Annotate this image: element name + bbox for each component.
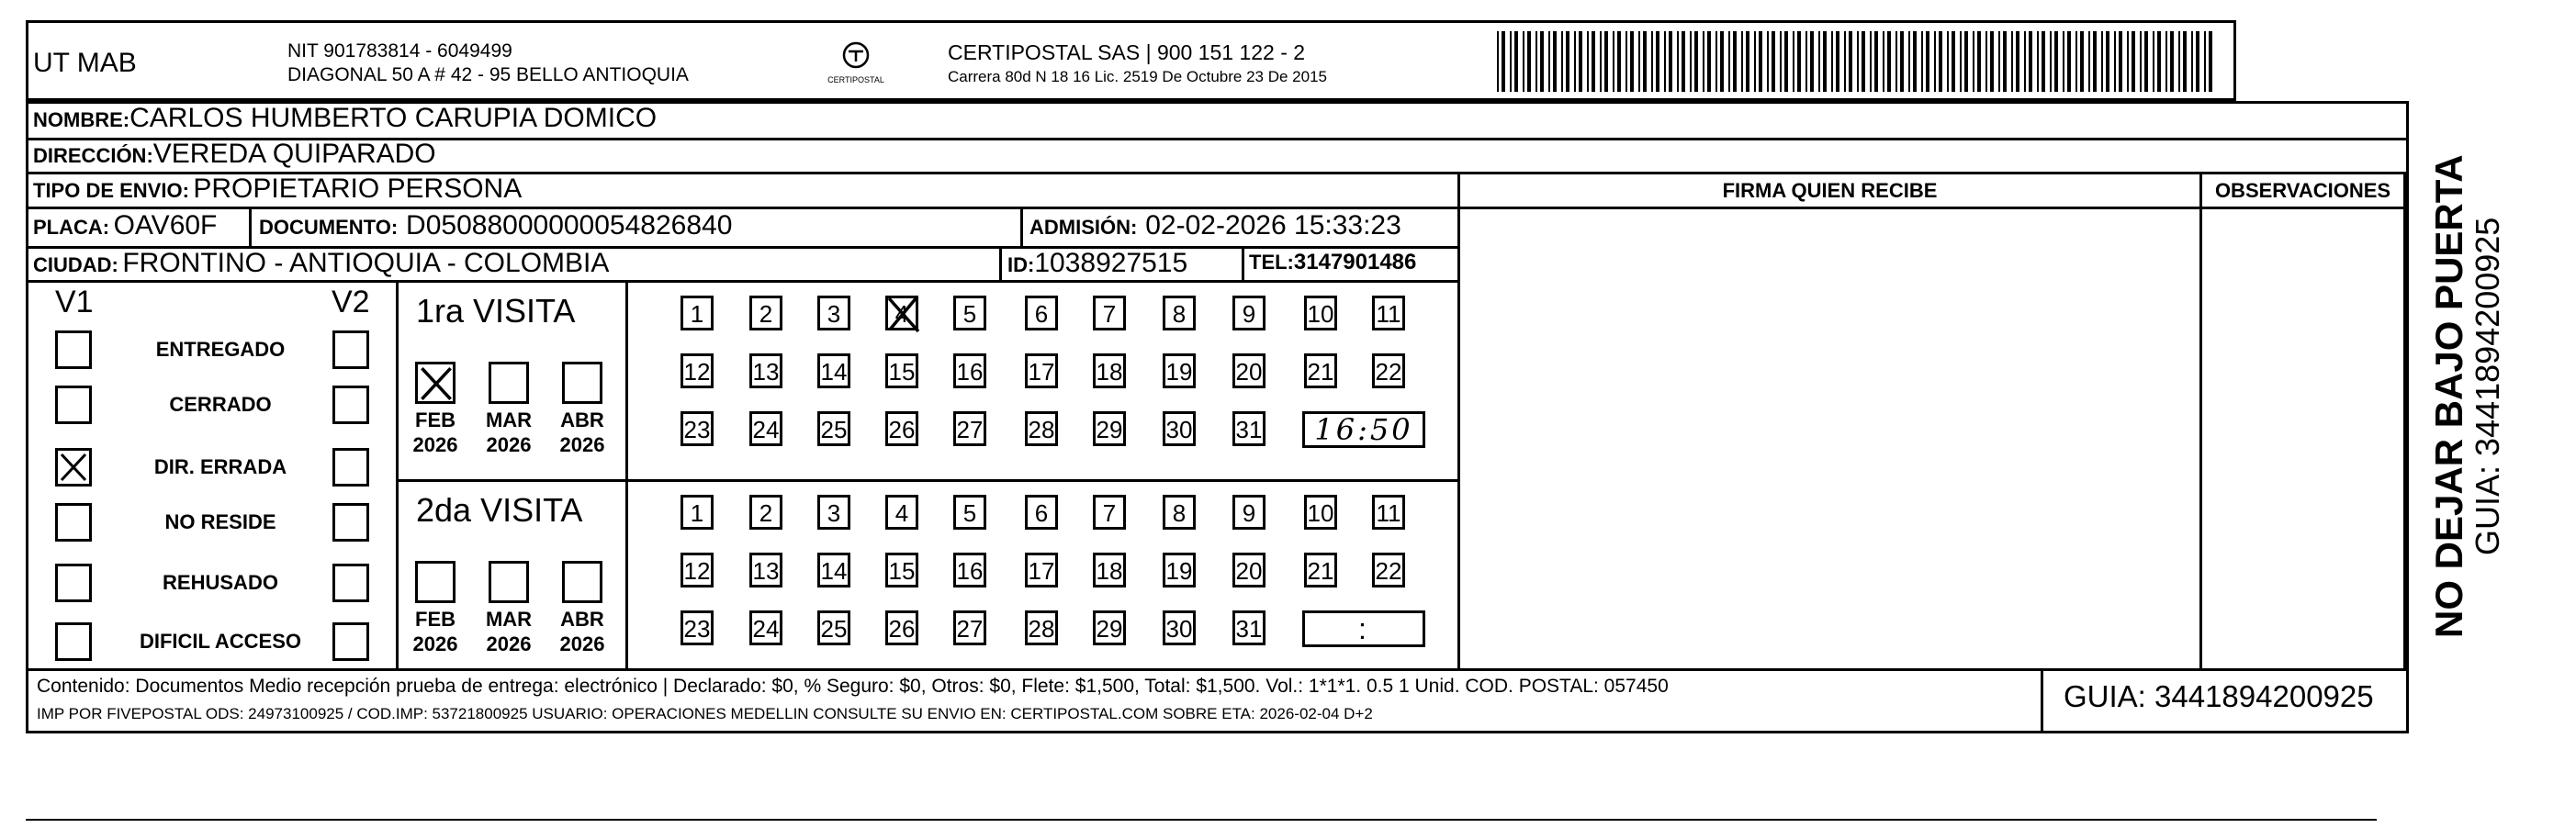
- admission-row: [1029, 210, 1401, 241]
- day-box[interactable]: 18: [1093, 353, 1126, 388]
- day-box[interactable]: 11: [1372, 296, 1405, 330]
- month-year: 2026: [486, 433, 532, 456]
- type-label: TIPO DE ENVIO:: [33, 179, 189, 202]
- v2-checkbox[interactable]: [332, 622, 369, 661]
- carrier-license: Carrera 80d N 18 16 Lic. 2519 De Octubre 23 De 2015: [948, 68, 1327, 85]
- side-guia: GUIA: 3441894200925: [2469, 217, 2506, 555]
- day-box[interactable]: 12: [681, 553, 714, 587]
- plate-row: [33, 210, 217, 241]
- v2-checkbox[interactable]: [332, 564, 369, 602]
- v1-checkbox[interactable]: [55, 564, 92, 602]
- day-box[interactable]: 26: [885, 610, 918, 645]
- day-box[interactable]: 2: [749, 296, 782, 330]
- status-option-label: NO RESIDE: [164, 510, 276, 533]
- type-value: PROPIETARIO PERSONA: [193, 173, 523, 204]
- plate-value: OAV60F: [113, 210, 218, 241]
- day-box[interactable]: 19: [1163, 353, 1196, 388]
- month-label: [477, 408, 541, 457]
- city-value: FRONTINO - ANTIOQUIA - COLOMBIA: [122, 248, 610, 278]
- day-box[interactable]: 7: [1093, 495, 1126, 530]
- id-row: [1007, 248, 1187, 279]
- address-label: DIRECCIÓN:: [33, 144, 153, 167]
- day-box[interactable]: 28: [1025, 411, 1058, 446]
- status-option-label: ENTREGADO: [155, 338, 286, 361]
- month-checkbox[interactable]: [562, 362, 602, 404]
- month-year: 2026: [559, 632, 605, 655]
- company-name: UT MAB: [33, 48, 137, 78]
- day-box[interactable]: 5: [953, 296, 986, 330]
- day-box[interactable]: 6: [1025, 495, 1058, 530]
- carrier-name: CERTIPOSTAL SAS | 900 151 122 - 2: [948, 40, 1306, 64]
- day-box[interactable]: 3: [817, 296, 850, 330]
- side-notice: NO DEJAR BAJO PUERTA: [2427, 154, 2470, 638]
- visit-title: 1ra VISITA: [416, 292, 576, 330]
- month-year: 2026: [486, 632, 532, 655]
- document-row: [259, 210, 732, 241]
- day-box[interactable]: 18: [1093, 553, 1126, 587]
- day-box[interactable]: 27: [953, 610, 986, 645]
- day-box[interactable]: 31: [1232, 411, 1266, 446]
- logo-text: CERTIPOSTAL: [827, 75, 884, 84]
- status-option-label: REHUSADO: [163, 571, 278, 594]
- tel-value: 3147901486: [1293, 250, 1417, 274]
- city-label: CIUDAD:: [33, 253, 118, 276]
- day-box[interactable]: 17: [1025, 553, 1058, 587]
- v1-checkbox[interactable]: [55, 448, 92, 487]
- day-box[interactable]: 24: [749, 411, 782, 446]
- day-box[interactable]: 21: [1304, 353, 1337, 388]
- month-checkbox[interactable]: [489, 362, 529, 404]
- v1-checkbox[interactable]: [55, 622, 92, 661]
- city-row: [33, 248, 609, 279]
- footer-guia: GUIA: 3441894200925: [2064, 679, 2374, 713]
- document-value: D05088000000054826840: [406, 210, 733, 241]
- day-box[interactable]: 24: [749, 610, 782, 645]
- admission-value: 02-02-2026 15:33:23: [1145, 210, 1401, 241]
- day-box[interactable]: 29: [1093, 411, 1126, 446]
- plate-label: PLACA:: [33, 216, 110, 239]
- day-box[interactable]: 25: [817, 411, 850, 446]
- day-box[interactable]: 16: [953, 553, 986, 587]
- certipostal-logo: [827, 39, 884, 88]
- day-box[interactable]: 13: [749, 353, 782, 388]
- month-label: [403, 408, 467, 457]
- day-box[interactable]: 31: [1232, 610, 1266, 645]
- day-box[interactable]: 25: [817, 610, 850, 645]
- day-box[interactable]: 21: [1304, 553, 1337, 587]
- name-value: CARLOS HUMBERTO CARUPIA DOMICO: [129, 103, 658, 133]
- day-box[interactable]: 30: [1163, 411, 1196, 446]
- month-checkbox[interactable]: [489, 561, 529, 603]
- status-option-label: DIR. ERRADA: [153, 455, 287, 478]
- day-box[interactable]: 28: [1025, 610, 1058, 645]
- barcode: [1497, 31, 2222, 92]
- name-row: [33, 103, 657, 134]
- month-label: [550, 607, 614, 656]
- type-row: [33, 173, 522, 205]
- month-year: 2026: [412, 433, 458, 456]
- day-box[interactable]: 14: [817, 553, 850, 587]
- v2-checkbox[interactable]: [332, 448, 369, 487]
- month-label: [403, 607, 467, 656]
- v2-checkbox[interactable]: [332, 503, 369, 542]
- bottom-rule: [26, 819, 2377, 821]
- day-box[interactable]: 6: [1025, 296, 1058, 330]
- day-box[interactable]: 29: [1093, 610, 1126, 645]
- v1-checkbox[interactable]: [55, 330, 92, 369]
- day-box[interactable]: 3: [817, 495, 850, 530]
- month-year: 2026: [412, 632, 458, 655]
- day-box[interactable]: 7: [1093, 296, 1126, 330]
- address-value: VEREDA QUIPARADO: [152, 139, 436, 169]
- month-name: FEB: [415, 608, 456, 631]
- firma-label: FIRMA QUIEN RECIBE: [1722, 179, 1938, 202]
- month-checkbox[interactable]: [415, 362, 456, 404]
- day-box[interactable]: 11: [1372, 495, 1405, 530]
- day-box[interactable]: 23: [681, 411, 714, 446]
- visit-title: 2da VISITA: [416, 491, 583, 529]
- month-label: [477, 607, 541, 656]
- month-name: ABR: [560, 608, 604, 631]
- day-number: 4: [894, 300, 909, 328]
- v2-checkbox[interactable]: [332, 330, 369, 369]
- day-box[interactable]: 10: [1304, 495, 1337, 530]
- day-box[interactable]: 14: [817, 353, 850, 388]
- day-box[interactable]: 16: [953, 353, 986, 388]
- day-box[interactable]: 8: [1163, 495, 1196, 530]
- admission-label: ADMISIÓN:: [1029, 216, 1138, 239]
- day-box[interactable]: 8: [1163, 296, 1196, 330]
- day-box[interactable]: 30: [1163, 610, 1196, 645]
- day-box[interactable]: 9: [1232, 495, 1266, 530]
- footer-print-line: IMP POR FIVEPOSTAL ODS: 24973100925 / COD.IMP: 53721800925 USUARIO: OPERACIONES MEDELLIN CONSULTE SU ENVIO EN: CERTIPOSTAL.COM SOBRE ETA: 2026-02-04 D+2: [37, 705, 1373, 722]
- month-checkbox[interactable]: [415, 561, 456, 603]
- day-box[interactable]: 1: [681, 495, 714, 530]
- month-year: 2026: [559, 433, 605, 456]
- address-row: [33, 139, 436, 170]
- day-box[interactable]: 15: [885, 553, 918, 587]
- v1-label: V1: [55, 285, 94, 319]
- visit-time-box[interactable]: :: [1302, 610, 1425, 647]
- month-name: MAR: [485, 608, 533, 631]
- month-checkbox[interactable]: [562, 561, 602, 603]
- day-box[interactable]: 22: [1372, 353, 1405, 388]
- day-box[interactable]: 20: [1232, 553, 1266, 587]
- day-box[interactable]: 4: [885, 495, 918, 530]
- company-address: DIAGONAL 50 A # 42 - 95 BELLO ANTIOQUIA: [287, 64, 689, 85]
- id-label: ID:: [1007, 253, 1035, 276]
- v1-checkbox[interactable]: [55, 386, 92, 424]
- day-box[interactable]: 9: [1232, 296, 1266, 330]
- month-name: ABR: [560, 408, 604, 431]
- month-label: [550, 408, 614, 457]
- observaciones-label: OBSERVACIONES: [2214, 179, 2391, 202]
- tel-row: [1249, 250, 1416, 275]
- company-nit: NIT 901783814 - 6049499: [287, 40, 512, 62]
- day-box[interactable]: 5: [953, 495, 986, 530]
- day-box[interactable]: 23: [681, 610, 714, 645]
- status-option-label: DIFICIL ACCESO: [139, 630, 301, 653]
- v2-label: V2: [332, 285, 370, 319]
- day-box[interactable]: 13: [749, 553, 782, 587]
- footer-content-line: Contenido: Documentos Medio recepción prueba de entrega: electrónico | Declarado: $0, % Seguro: $0, Otros: $0, Flete: $1,500, Total: $1,500. Vol.: 1*1*1. 0.5 1 Unid. COD. POSTAL: 057450: [37, 676, 1669, 697]
- day-box[interactable]: 2: [749, 495, 782, 530]
- visit-time-box[interactable]: 16:50: [1302, 411, 1425, 448]
- day-box[interactable]: 17: [1025, 353, 1058, 388]
- day-box[interactable]: 22: [1372, 553, 1405, 587]
- month-name: FEB: [415, 408, 456, 431]
- day-box[interactable]: 10: [1304, 296, 1337, 330]
- day-box[interactable]: 20: [1232, 353, 1266, 388]
- document-label: DOCUMENTO:: [259, 216, 399, 239]
- day-box[interactable]: 12: [681, 353, 714, 388]
- v2-checkbox[interactable]: [332, 386, 369, 424]
- id-value: 1038927515: [1034, 248, 1188, 278]
- day-box[interactable]: 15: [885, 353, 918, 388]
- day-box[interactable]: 27: [953, 411, 986, 446]
- status-option-label: CERRADO: [169, 393, 272, 416]
- v1-checkbox[interactable]: [55, 503, 92, 542]
- day-box[interactable]: 19: [1163, 553, 1196, 587]
- day-box[interactable]: [885, 296, 918, 330]
- month-name: MAR: [485, 408, 533, 431]
- day-box[interactable]: 1: [681, 296, 714, 330]
- name-label: NOMBRE:: [33, 108, 130, 131]
- tel-label: TEL:: [1249, 251, 1294, 274]
- day-box[interactable]: 26: [885, 411, 918, 446]
